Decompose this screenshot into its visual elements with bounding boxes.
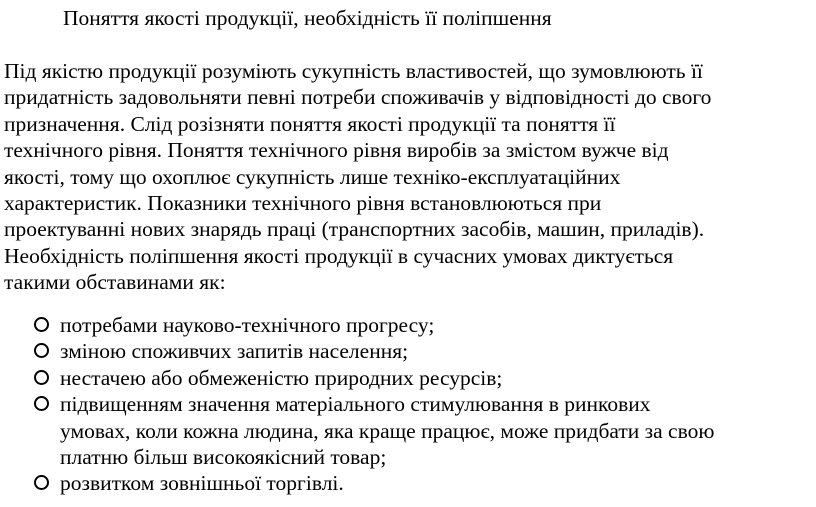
paragraph-line: Необхідність поліпшення якості продукції в сучасних умовах диктується — [4, 243, 674, 268]
paragraph-line: такими обставинами як: — [4, 270, 226, 295]
paragraph-line: проектуванні нових знарядь праці (транспортних засобів, машин, приладів). — [4, 217, 705, 242]
list-item — [0, 312, 816, 338]
paragraph-line: Під якістю продукції розуміють сукупність властивостей, що зумовлюють її — [4, 59, 703, 83]
circle-bullet-icon — [34, 475, 49, 490]
list-item-line: умовах, коли кожна людина, яка краще працює, може придбати за свою — [60, 418, 715, 443]
list-item — [0, 365, 816, 391]
list-item — [0, 338, 816, 364]
paragraph-line: придатність задовольняти певні потреби споживачів у відповідності до свого — [4, 85, 712, 110]
body-paragraph — [4, 58, 812, 296]
circle-bullet-icon — [34, 370, 49, 385]
paragraph-line: якості, тому що охоплює сукупність лише техніко-експлуатаційних — [4, 164, 621, 189]
list-item-line: нестачею або обмеженістю природних ресурсів; — [60, 365, 503, 390]
circle-bullet-icon — [34, 317, 49, 332]
list-item-line: платню більш високоякісний товар; — [60, 445, 387, 470]
paragraph-line: характеристик. Показники технічного рівня встановлюються при — [4, 191, 602, 216]
list-item — [0, 391, 816, 470]
bullet-list — [0, 312, 816, 497]
list-item-line: зміною споживчих запитів населення; — [60, 339, 409, 364]
circle-bullet-icon — [34, 343, 49, 358]
document-title: Поняття якості продукції, необхідність її поліпшення — [63, 6, 552, 30]
list-item-line: підвищенням значення матеріального стимулювання в ринкових — [60, 392, 651, 417]
list-item-line: розвитком зовнішньої торгівлі. — [60, 471, 344, 496]
paragraph-line: технічного рівня. Поняття технічного рівня виробів за змістом вужче від — [4, 138, 669, 163]
list-item-line: потребами науково-технічного прогресу; — [60, 313, 435, 337]
circle-bullet-icon — [34, 396, 49, 411]
list-item — [0, 470, 816, 496]
paragraph-line: призначення. Слід розізняти поняття якості продукції та поняття її — [4, 111, 616, 136]
